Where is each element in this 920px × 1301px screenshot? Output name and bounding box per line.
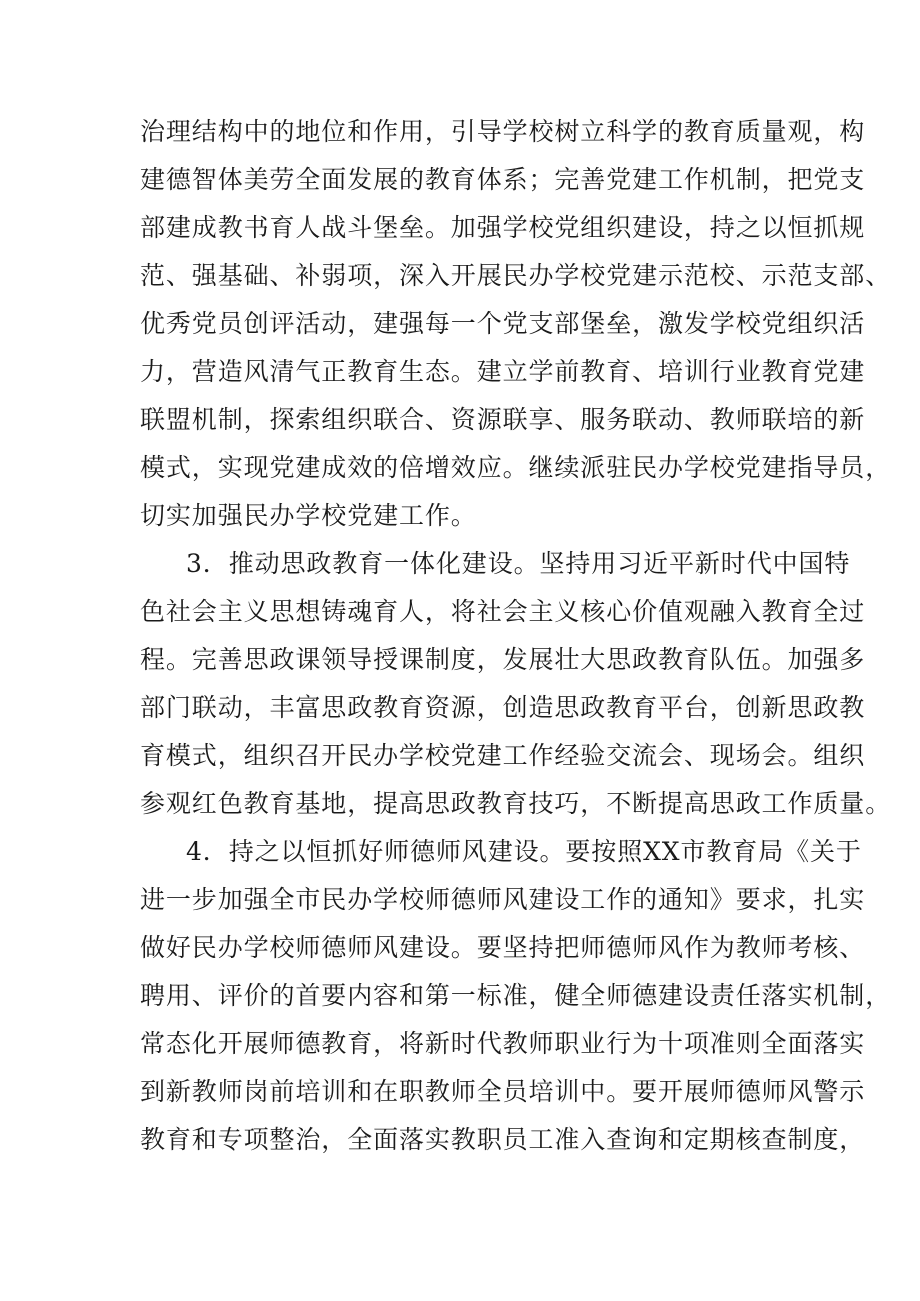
paragraph-3-line-1: 4．持之以恒抓好师德师风建设。要按照XX市教育局《关于 (186, 837, 862, 866)
paragraph-3-line-4: 聘用、评价的首要内容和第一标准，健全师德建设责任落实机制， (140, 981, 892, 1010)
paragraph-2-line-5: 育模式，组织召开民办学校党建工作经验交流会、现场会。组织 (140, 741, 866, 770)
paragraph-1-line-6: 力，营造风清气正教育生态。建立学前教育、培训行业教育党建 (140, 357, 866, 386)
paragraph-1-line-2: 建德智体美劳全面发展的教育体系；完善党建工作机制，把党支 (140, 165, 866, 194)
paragraph-1-line-8: 模式，实现党建成效的倍增效应。继续派驻民办学校党建指导员， (140, 453, 892, 482)
paragraph-1-line-3: 部建成教书育人战斗堡垒。加强学校党组织建设，持之以恒抓规 (140, 213, 866, 242)
paragraph-1-line-7: 联盟机制，探索组织联合、资源联享、服务联动、教师联培的新 (140, 405, 866, 434)
paragraph-3-line-2: 进一步加强全市民办学校师德师风建设工作的通知》要求，扎实 (140, 885, 866, 914)
paragraph-3-line-7: 教育和专项整治，全面落实教职员工准入查询和定期核查制度， (140, 1125, 866, 1154)
paragraph-1-line-9: 切实加强民办学校党建工作。 (140, 501, 477, 530)
paragraph-3-line-5: 常态化开展师德教育，将新时代教师职业行为十项准则全面落实 (140, 1029, 866, 1058)
paragraph-2-line-4: 部门联动，丰富思政教育资源，创造思政教育平台，创新思政教 (140, 693, 866, 722)
paragraph-1-line-1: 治理结构中的地位和作用，引导学校树立科学的教育质量观，构 (140, 117, 866, 146)
paragraph-2-line-2: 色社会主义思想铸魂育人，将社会主义核心价值观融入教育全过 (140, 597, 866, 626)
paragraph-1-line-5: 优秀党员创评活动，建强每一个党支部堡垒，激发学校党组织活 (140, 309, 866, 338)
paragraph-2-line-6: 参观红色教育基地，提高思政教育技巧，不断提高思政工作质量。 (140, 789, 892, 818)
paragraph-3-line-6: 到新教师岗前培训和在职教师全员培训中。要开展师德师风警示 (140, 1077, 866, 1106)
paragraph-2-line-3: 程。完善思政课领导授课制度，发展壮大思政教育队伍。加强多 (140, 645, 866, 674)
paragraph-3-line-3: 做好民办学校师德师风建设。要坚持把师德师风作为教师考核、 (140, 933, 866, 962)
paragraph-1-line-4: 范、强基础、补弱项，深入开展民办学校党建示范校、示范支部、 (140, 261, 892, 290)
paragraph-2-line-1: 3．推动思政教育一体化建设。坚持用习近平新时代中国特 (186, 549, 851, 578)
